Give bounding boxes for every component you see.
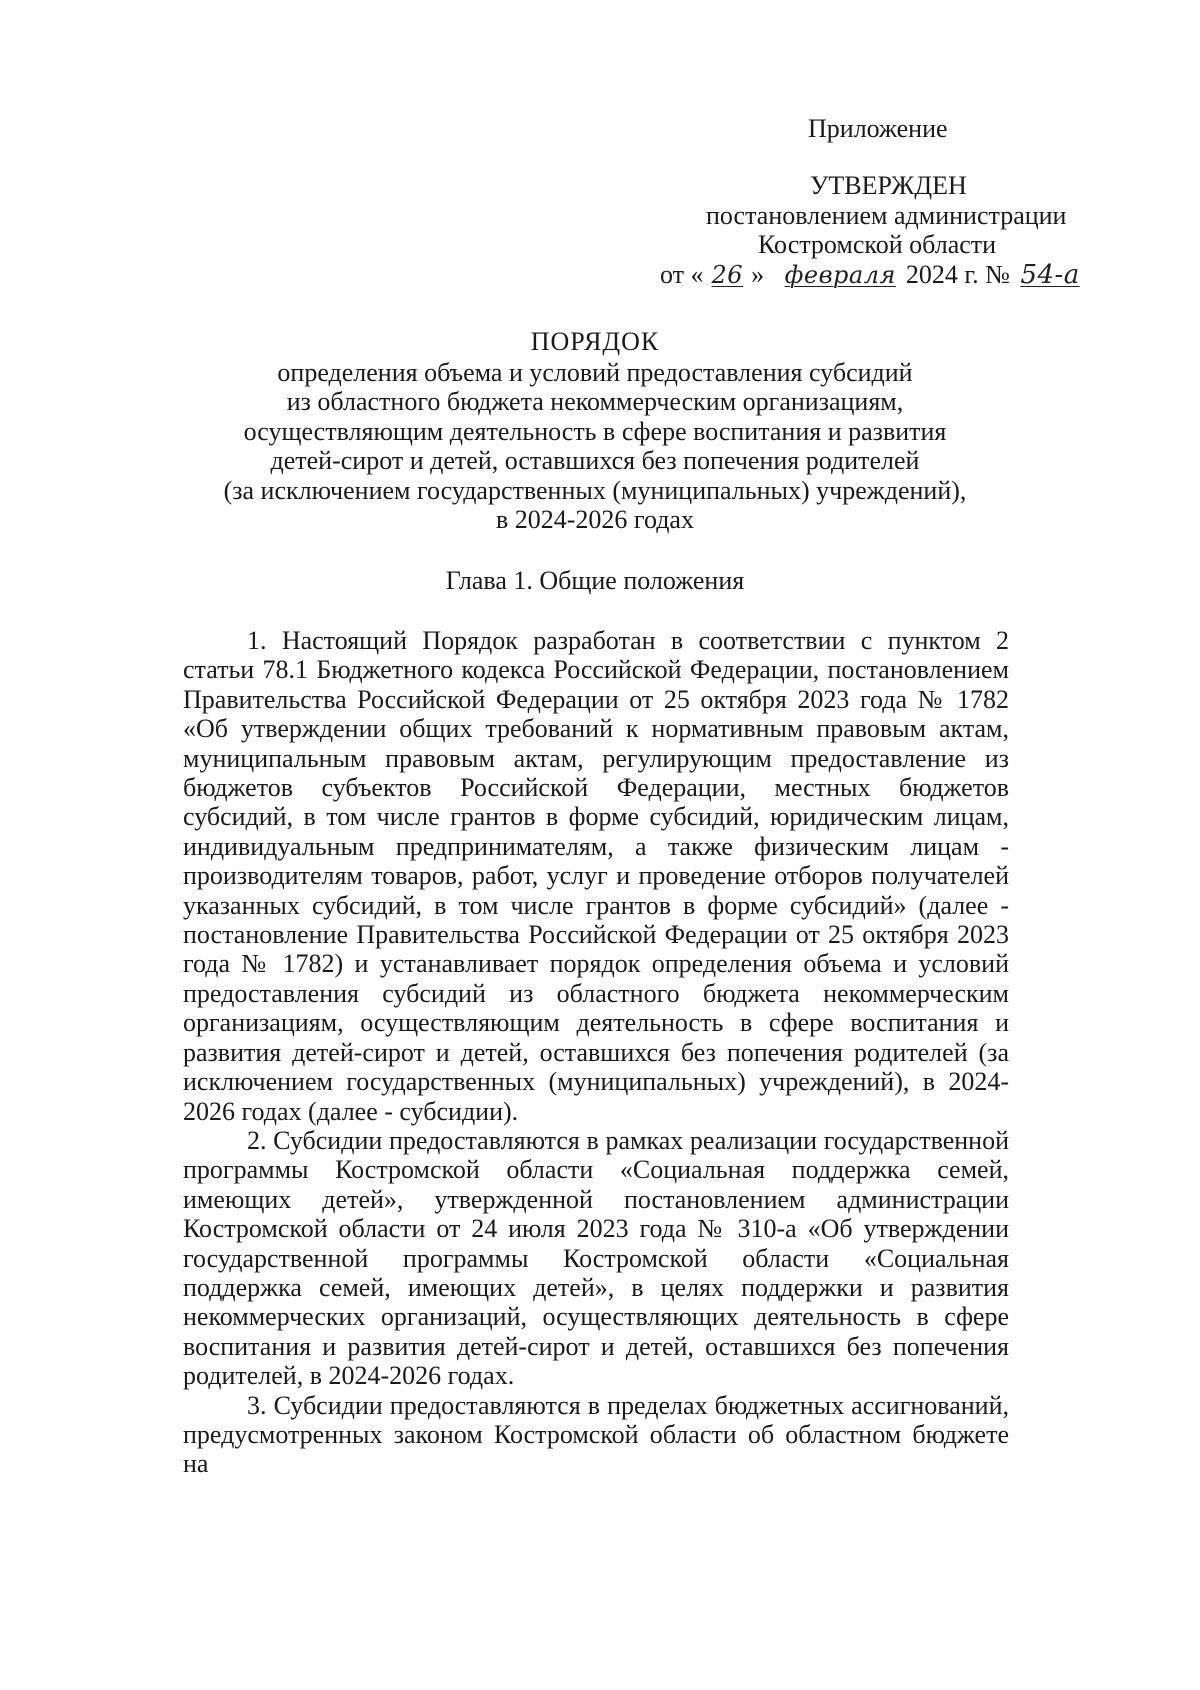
decree-date-line	[660, 260, 1130, 290]
title-line: определения объема и условий предоставления субсидий	[277, 358, 913, 387]
date-prefix: от «	[660, 259, 704, 289]
approval-block	[660, 114, 1130, 290]
title-line: осуществляющим деятельность в сфере воспитания и развития	[243, 416, 947, 446]
chapter-heading: Глава 1. Общие положения	[445, 566, 745, 595]
document-title	[185, 326, 1005, 534]
handwritten-month: февраля	[784, 260, 896, 289]
handwritten-decree-number: 54-а	[1020, 259, 1080, 290]
date-year: 2024 г. №	[905, 259, 1010, 289]
title-line: (за исключением государственных (муниципальных) учреждений),	[223, 475, 967, 505]
appendix-label: Приложение	[808, 114, 948, 143]
handwritten-day: 26	[711, 260, 744, 289]
decree-region: Костромской области	[758, 230, 997, 260]
paragraph-2: 2. Субсидии предоставляются в рамках реализации государственной программы Костромской области «Социальная поддержка семей, имеющих детей», утвержденной постановлением администрации Костромской области от 24 июля 2023 года № 310-а «Об утверждении государственной программы Костромской области «Социальная поддержка семей, имеющих детей», в целях поддержки и развития некоммерческих организаций, осуществляющих деятельность в сфере воспитания и развития детей-сирот и детей, оставшихся без попечения родителей, в 2024-2026 годах.	[183, 1125, 1009, 1391]
paragraph-1: 1. Настоящий Порядок разработан в соответствии с пунктом 2 статьи 78.1 Бюджетного кодекса Российской Федерации, постановлением Правительства Российской Федерации от 25 октября 2023 года № 1782 «Об утверждении общих требований к нормативным правовым актам, муниципальным правовым актам, регулирующим предоставление из бюджетов субъектов Российской Федерации, местных бюджетов субсидий, в том числе грантов в форме субсидий, юридическим лицам, индивидуальным предпринимателям, а также физическим лицам - производителям товаров, работ, услуг и проведение отборов получателей указанных субсидий, в том числе грантов в форме субсидий» (далее - постановление Правительства Российской Федерации от 25 октября 2023 года № 1782) и устанавливает порядок определения объема и условий предоставления субсидий из областного бюджета некоммерческим организациям, осуществляющим деятельность в сфере воспитания и развития детей-сирот и детей, оставшихся без попечения родителей (за исключением государственных (муниципальных) учреждений), в 2024-2026 годах (далее - субсидии).	[183, 626, 1009, 1126]
title-line: детей-сирот и детей, оставшихся без попечения родителей	[270, 446, 920, 476]
date-mid: »	[751, 259, 765, 289]
title-line: в 2024-2026 годах	[496, 505, 694, 535]
title-line: из областного бюджета некоммерческим организациям,	[286, 387, 904, 417]
approved-label: УТВЕРЖДЕН	[810, 171, 967, 201]
paragraph-3: 3. Субсидии предоставляются в пределах бюджетных ассигнований, предусмотренных законом Костромской области об областном бюджете на	[183, 1390, 1009, 1479]
title-heading: ПОРЯДОК	[530, 327, 660, 356]
decree-authority: постановлением администрации	[706, 200, 1067, 230]
document-body	[183, 626, 1009, 1479]
